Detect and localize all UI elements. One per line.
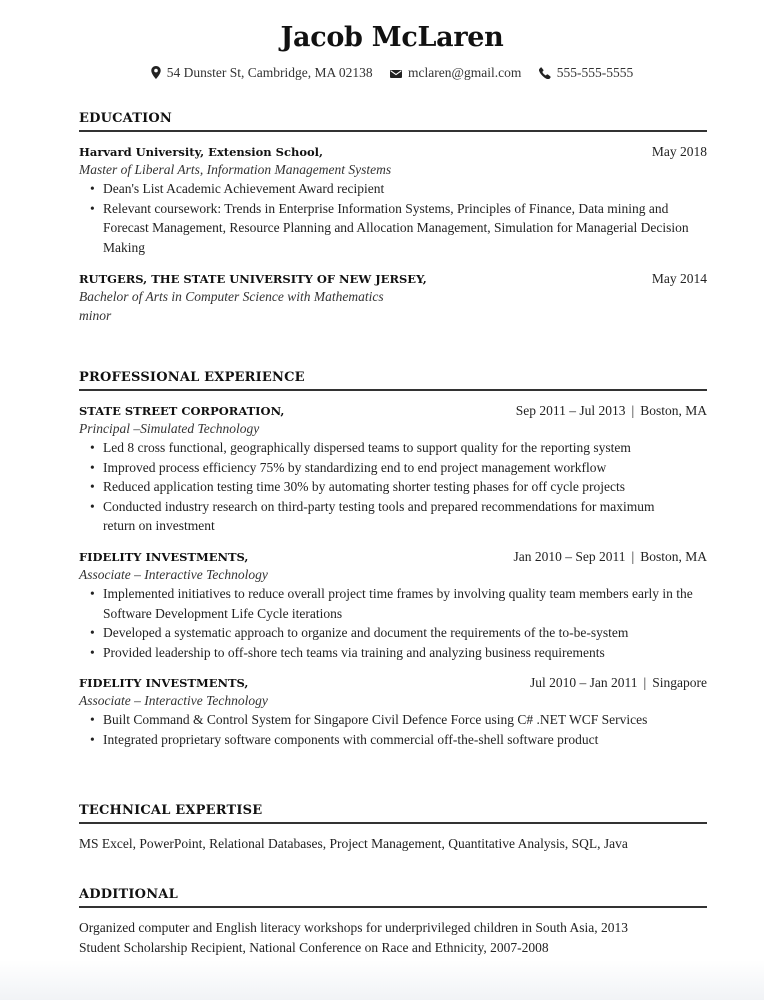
list-item: • Led 8 cross functional, geographically dispersed teams to support quality for the reporting system <box>103 438 707 458</box>
list-item: • Integrated proprietary software components with commercial off-the-shell software product <box>103 730 707 750</box>
skills-text: MS Excel, PowerPoint, Relational Databases, Project Management, Quantitative Analysis, SQL, Java <box>79 836 628 851</box>
job-dates-location: Jul 2010 – Jan 2011 | Singapore <box>530 675 707 691</box>
job-location: Boston, MA <box>640 403 707 418</box>
section-title-additional: ADDITIONAL <box>79 887 707 908</box>
company-name: FIDELITY INVESTMENTS, <box>79 676 249 691</box>
map-pin-icon <box>151 66 161 79</box>
degree: Bachelor of Arts in Computer Science with Mathematics <box>79 289 384 305</box>
additional-text <box>79 918 707 958</box>
job-dates: Jan 2010 – Sep 2011 <box>513 548 626 564</box>
job-title: Associate – Interactive Technology <box>79 693 268 709</box>
list-item: • Provided leadership to off-shore tech teams via training and analyzing business requirements <box>103 643 707 663</box>
experience-section <box>79 370 707 750</box>
list-item: • Improved process efficiency 75% by standardizing end to end project management workflow <box>103 458 707 478</box>
education-entry <box>79 271 707 325</box>
page-bottom-shade <box>0 960 764 1000</box>
contact-line <box>0 65 764 81</box>
job-location: Boston, MA <box>640 548 707 564</box>
education-section <box>79 111 707 325</box>
school-name: RUTGERS, THE STATE UNIVERSITY OF NEW JERSEY, <box>79 272 427 287</box>
list-item: • Reduced application testing time 30% by automating shorter testing phases for off cycle projects <box>103 477 707 497</box>
list-item: • Built Command & Control System for Singapore Civil Defence Force using C# .NET WCF Services <box>103 710 707 730</box>
additional-line: Student Scholarship Recipient, National Conference on Race and Ethnicity, 2007-2008 <box>79 940 549 955</box>
education-entry <box>79 144 707 257</box>
job-title: Principal –Simulated Technology <box>79 421 260 436</box>
company-name: STATE STREET CORPORATION, <box>79 404 285 418</box>
additional-section <box>79 887 707 958</box>
email-item <box>390 65 525 80</box>
list-item: • Relevant coursework: Trends in Enterprise Information Systems, Principles of Finance, Data mining and Forecast Management, Resource Planning and Allocation Management, Simulation for Managerial Decision Making <box>103 199 707 258</box>
address-item <box>151 65 376 80</box>
section-title-technical: TECHNICAL EXPERTISE <box>79 803 707 824</box>
candidate-name: Jacob McLaren <box>280 22 504 53</box>
section-title-experience: PROFESSIONAL EXPERIENCE <box>79 370 707 391</box>
job-title: Associate – Interactive Technology <box>79 566 268 582</box>
graduation-date: May 2014 <box>651 271 707 287</box>
job-bullets <box>79 438 707 536</box>
technical-section <box>79 803 707 854</box>
job-entry <box>79 549 707 662</box>
degree: Master of Liberal Arts, Information Management Systems <box>79 162 392 177</box>
job-dates-location: Sep 2011 – Jul 2013 | Boston, MA <box>515 403 707 418</box>
job-dates-location: Jan 2010 – Sep 2011 | Boston, MA <box>513 548 707 564</box>
education-bullets <box>79 179 707 257</box>
job-dates: Jul 2010 – Jan 2011 <box>530 675 638 691</box>
additional-line: Organized computer and English literacy workshops for underprivileged children in South Asia, 2013 <box>79 920 629 935</box>
phone-text: 555-555-5555 <box>556 65 634 80</box>
address-text: 54 Dunster St, Cambridge, MA 02138 <box>166 65 373 80</box>
phone-icon <box>539 67 551 79</box>
job-bullets <box>79 584 707 662</box>
graduation-date: May 2018 <box>651 144 707 159</box>
school-name: Harvard University, Extension School, <box>79 145 324 159</box>
list-item: • Conducted industry research on third-party testing tools and prepared recommendations for maximum return on investment <box>103 497 707 536</box>
job-entry <box>79 403 707 536</box>
list-item: • Developed a systematic approach to organize and document the requirements of the to-be-system <box>103 623 707 643</box>
envelope-icon <box>390 69 402 79</box>
list-item: • Dean's List Academic Achievement Award recipient <box>103 179 707 199</box>
job-dates: Sep 2011 – Jul 2013 <box>515 403 626 418</box>
job-location: Singapore <box>652 675 707 691</box>
job-bullets <box>79 710 707 749</box>
section-title-education: EDUCATION <box>79 111 707 132</box>
email-text[interactable]: mclaren@gmail.com <box>408 65 522 80</box>
list-item: • Implemented initiatives to reduce overall project time frames by involving quality team members early in the Software Development Life Cycle iterations <box>103 584 707 623</box>
company-name: FIDELITY INVESTMENTS, <box>79 549 249 564</box>
job-entry <box>79 675 707 749</box>
phone-item <box>539 65 634 80</box>
degree-continued: minor <box>79 308 112 324</box>
